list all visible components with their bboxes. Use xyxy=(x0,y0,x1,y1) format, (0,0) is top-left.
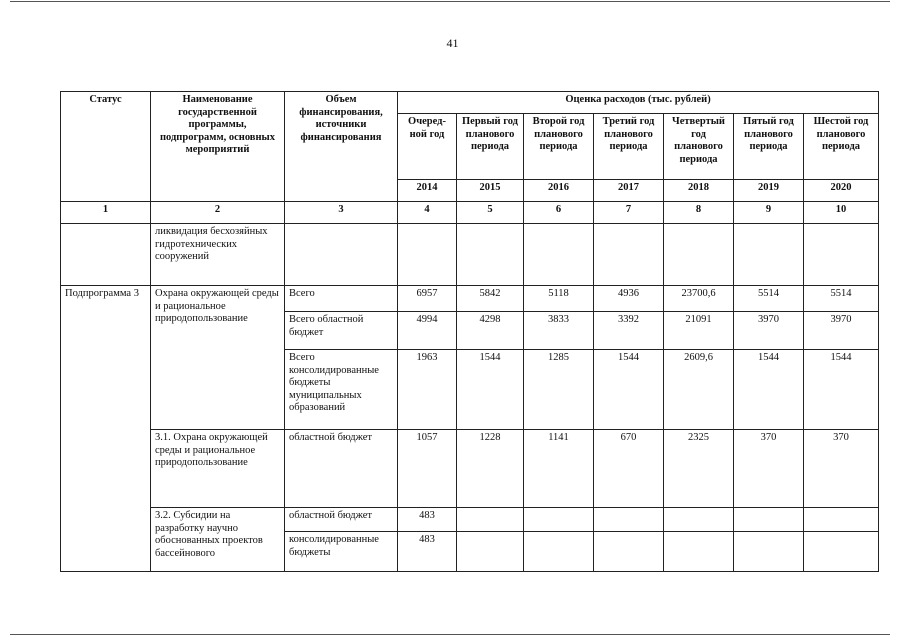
period-header: Второй год планового периода xyxy=(524,114,594,180)
value-cell: 3833 xyxy=(524,312,594,350)
year-header: 2020 xyxy=(804,180,879,202)
subprogram-name: Охрана окружающей среды и рациональное природопользование xyxy=(151,286,285,430)
value-cell: 3392 xyxy=(594,312,664,350)
bottom-scan-edge xyxy=(10,634,890,635)
empty-cell xyxy=(285,224,398,286)
empty-cell xyxy=(398,224,457,286)
year-header: 2015 xyxy=(457,180,524,202)
status-header: Статус xyxy=(61,92,151,202)
value-cell xyxy=(664,532,734,572)
value-cell xyxy=(804,532,879,572)
value-cell xyxy=(594,532,664,572)
value-cell: 370 xyxy=(804,430,879,508)
value-cell: 6957 xyxy=(398,286,457,312)
value-cell: 483 xyxy=(398,508,457,532)
value-cell: 4298 xyxy=(457,312,524,350)
column-number: 9 xyxy=(734,202,804,224)
value-cell: 1141 xyxy=(524,430,594,508)
value-cell: 670 xyxy=(594,430,664,508)
column-number: 10 xyxy=(804,202,879,224)
value-cell xyxy=(594,508,664,532)
empty-cell xyxy=(804,224,879,286)
column-number: 5 xyxy=(457,202,524,224)
column-number: 3 xyxy=(285,202,398,224)
header-row-top xyxy=(61,92,879,114)
value-cell: 1544 xyxy=(804,350,879,430)
subprogram-status: Подпрограмма 3 xyxy=(61,286,151,572)
year-header: 2017 xyxy=(594,180,664,202)
value-cell: 1057 xyxy=(398,430,457,508)
value-cell: 5514 xyxy=(804,286,879,312)
value-cell xyxy=(664,508,734,532)
value-cell: 21091 xyxy=(664,312,734,350)
subprogram-total-row xyxy=(61,286,879,312)
value-cell: 2325 xyxy=(664,430,734,508)
volume-header: Объем финансирования, источники финансирования xyxy=(285,92,398,202)
value-cell xyxy=(457,532,524,572)
name-header: Наименование государственной программы, подпрограмм, основных мероприятий xyxy=(151,92,285,202)
empty-cell xyxy=(61,224,151,286)
empty-cell xyxy=(524,224,594,286)
column-number: 6 xyxy=(524,202,594,224)
page-number: 41 xyxy=(446,36,459,50)
value-cell: 4994 xyxy=(398,312,457,350)
value-cell: 2609,6 xyxy=(664,350,734,430)
period-header: Первый год планового периода xyxy=(457,114,524,180)
funding-source: консолидированные бюджеты xyxy=(285,532,398,572)
column-number-row xyxy=(61,202,879,224)
value-cell: 1228 xyxy=(457,430,524,508)
funding-source: Всего консолидированные бюджеты муниципальных образований xyxy=(285,350,398,430)
continuation-name: ликвидация бесхозяйных гидротехнических сооружений xyxy=(151,224,285,286)
measure-3-2-name: 3.2. Субсидии на разработку научно обоснованных проектов бассейнового xyxy=(151,508,285,572)
value-cell: 1963 xyxy=(398,350,457,430)
value-cell xyxy=(524,532,594,572)
value-cell xyxy=(734,532,804,572)
value-cell: 483 xyxy=(398,532,457,572)
value-cell xyxy=(804,508,879,532)
measure-3-1-row xyxy=(61,430,879,508)
value-cell: 23700,6 xyxy=(664,286,734,312)
measure-3-2-regional-row xyxy=(61,508,879,532)
budget-table xyxy=(60,91,879,572)
funding-source: областной бюджет xyxy=(285,508,398,532)
period-header: Очеред-ной год xyxy=(398,114,457,180)
year-header: 2018 xyxy=(664,180,734,202)
value-cell xyxy=(524,508,594,532)
period-header: Шестой год планового периода xyxy=(804,114,879,180)
year-header: 2016 xyxy=(524,180,594,202)
empty-cell xyxy=(594,224,664,286)
value-cell: 370 xyxy=(734,430,804,508)
empty-cell xyxy=(664,224,734,286)
period-header: Третий год планового периода xyxy=(594,114,664,180)
year-header: 2014 xyxy=(398,180,457,202)
value-cell: 3970 xyxy=(804,312,879,350)
column-number: 8 xyxy=(664,202,734,224)
period-header: Четвертый год планового периода xyxy=(664,114,734,180)
column-number: 2 xyxy=(151,202,285,224)
value-cell: 5514 xyxy=(734,286,804,312)
value-cell: 1544 xyxy=(734,350,804,430)
measure-3-1-name: 3.1. Охрана окружающей среды и рациональное природопользование xyxy=(151,430,285,508)
value-cell: 5118 xyxy=(524,286,594,312)
year-header: 2019 xyxy=(734,180,804,202)
value-cell: 4936 xyxy=(594,286,664,312)
continuation-row xyxy=(61,224,879,286)
funding-source: Всего областной бюджет xyxy=(285,312,398,350)
top-scan-edge xyxy=(10,1,890,2)
empty-cell xyxy=(457,224,524,286)
empty-cell xyxy=(734,224,804,286)
column-number: 4 xyxy=(398,202,457,224)
period-header: Пятый год планового периода xyxy=(734,114,804,180)
funding-source: Всего xyxy=(285,286,398,312)
value-cell: 1544 xyxy=(457,350,524,430)
estimate-header: Оценка расходов (тыс. рублей) xyxy=(398,92,879,114)
value-cell xyxy=(734,508,804,532)
column-number: 7 xyxy=(594,202,664,224)
value-cell: 1285 xyxy=(524,350,594,430)
value-cell: 3970 xyxy=(734,312,804,350)
funding-source: областной бюджет xyxy=(285,430,398,508)
column-number: 1 xyxy=(61,202,151,224)
value-cell: 1544 xyxy=(594,350,664,430)
value-cell: 5842 xyxy=(457,286,524,312)
value-cell xyxy=(457,508,524,532)
